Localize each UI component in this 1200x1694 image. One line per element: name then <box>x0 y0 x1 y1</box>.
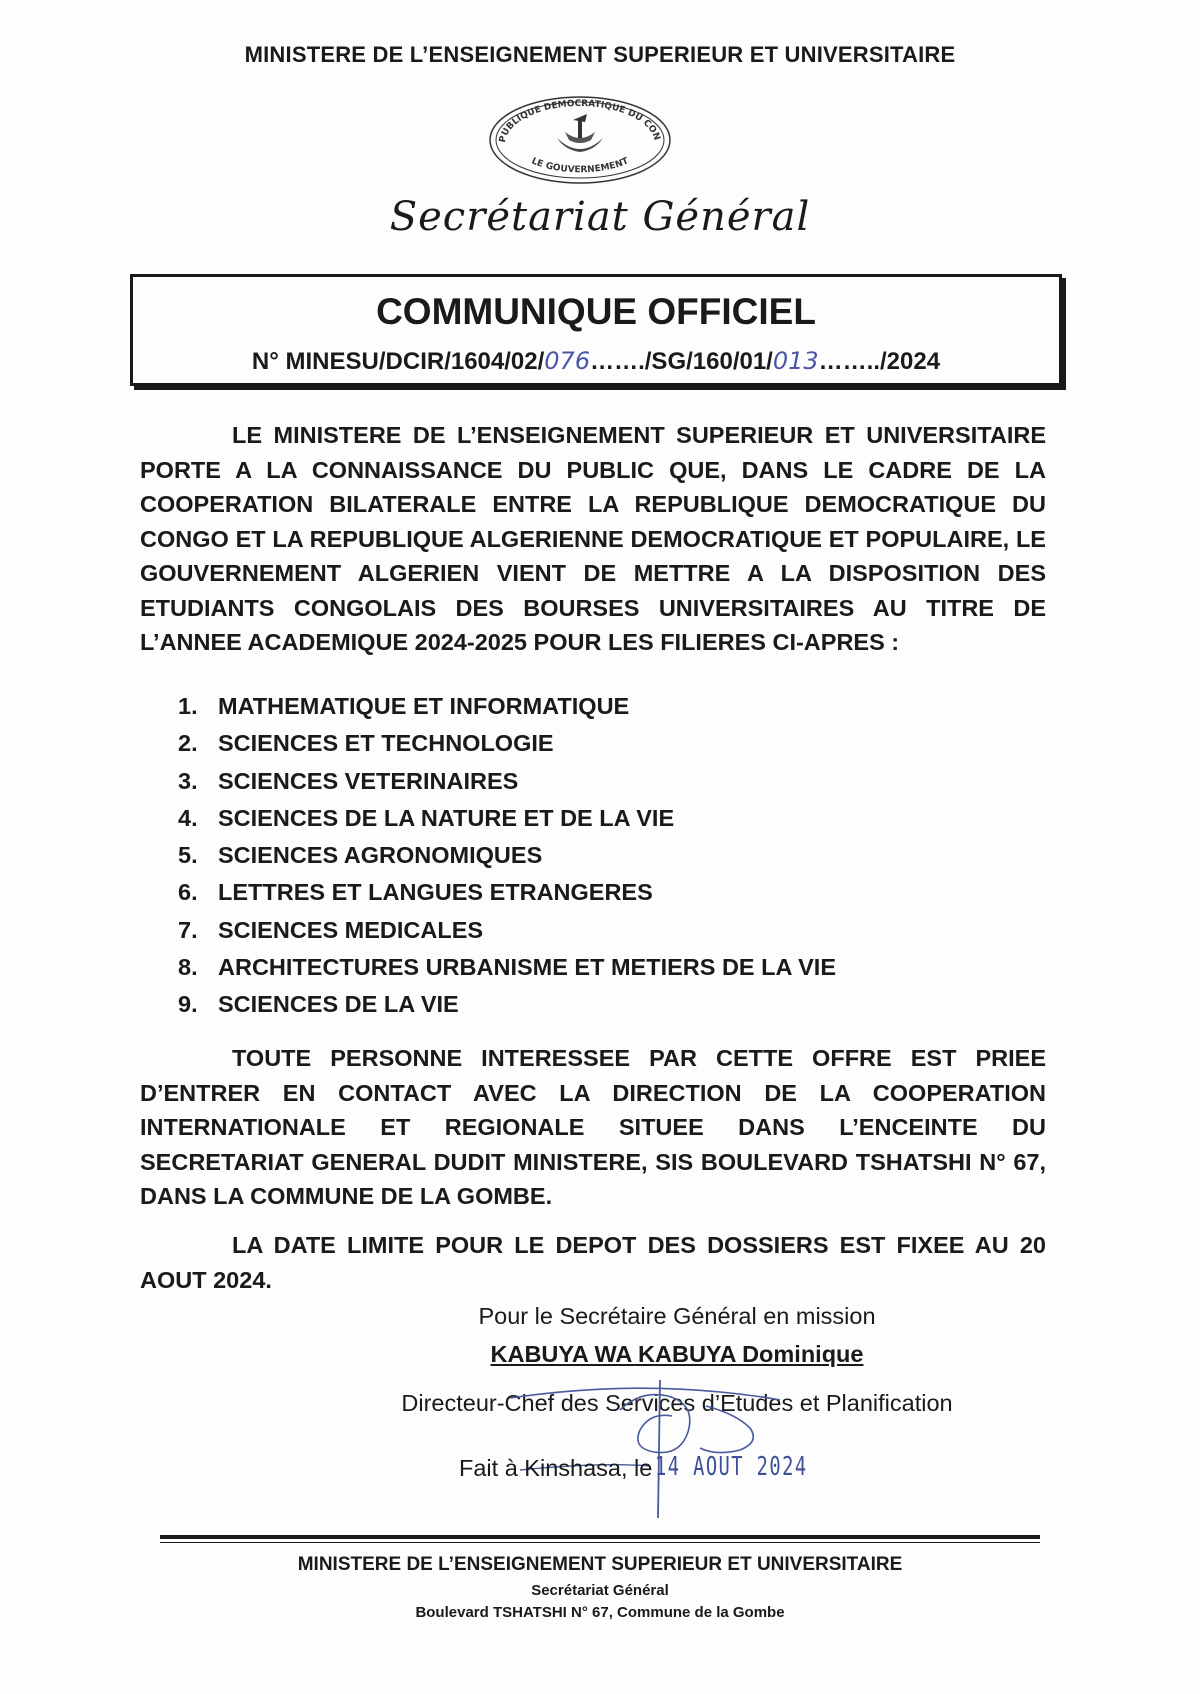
list-item-number: 8. <box>178 954 198 981</box>
list-item <box>178 912 836 949</box>
ministry-header: MINISTERE DE L’ENSEIGNEMENT SUPERIEUR ET UNIVERSITAIRE <box>244 42 956 67</box>
list-item <box>178 949 836 986</box>
list-item-label: SCIENCES VETERINAIRES <box>218 767 519 794</box>
handwritten-signature-icon <box>500 1370 870 1520</box>
handwritten-number-2: 013 <box>772 347 819 375</box>
ref-part-1: N° MINESU/DCIR/1604/02/ <box>251 348 545 375</box>
list-item-number: 7. <box>178 916 198 943</box>
list-item-number: 2. <box>178 730 198 757</box>
signature-on-behalf: Pour le Secrétaire Général en mission <box>478 1303 876 1329</box>
place-date-label: Fait à Kinshasa, le <box>459 1455 653 1481</box>
footer-ministry: MINISTERE DE L’ENSEIGNEMENT SUPERIEUR ET UNIVERSITAIRE <box>297 1554 903 1575</box>
list-item <box>178 763 836 800</box>
list-item-number: 1. <box>178 693 198 719</box>
list-item-label: SCIENCES DE LA VIE <box>218 991 459 1018</box>
list-item-number: 3. <box>178 767 198 794</box>
list-item-label: SCIENCES MEDICALES <box>218 916 484 943</box>
intro-paragraph: LE MINISTERE DE L’ENSEIGNEMENT SUPERIEUR ET UNIVERSITAIRE PORTE A LA CONNAISSANCE DU PUBLIC QUE, DANS LE CADRE DE LA COOPERATION BILATERALE ENTRE LA REPUBLIQUE DEMOCRATIQUE DU CONGO ET LA REPUBLIQUE ALGERIENNE DEMOCRATIQUE ET POPULAIRE, LE GOUVERNEMENT ALGERIEN VIENT DE METTRE A LA DISPOSITION DES ETUDIANTS CONGOLAIS DES BOURSES UNIVERSITAIRES AU TITRE DE L’ANNEE ACADEMIQUE 2024-2025 POUR LES FILIERES CI-APRES : <box>140 422 1046 655</box>
ref-dots-2: …….. <box>818 348 881 375</box>
list-item-number: 4. <box>178 804 198 831</box>
footer-secretariat: Secrétariat Général <box>531 1582 669 1599</box>
list-item <box>178 874 836 911</box>
list-item-label: LETTRES ET LANGUES ETRANGERES <box>218 879 653 906</box>
list-item-label: ARCHITECTURES URBANISME ET METIERS DE LA VIE <box>218 954 836 981</box>
svg-text:REPUBLIQUE DEMOCRATIQUE DU CON <box>487 94 662 144</box>
svg-text:LE GOUVERNEMENT <box>530 156 631 175</box>
list-item <box>178 688 836 725</box>
list-item-number: 9. <box>178 991 198 1018</box>
list-item-label: SCIENCES ET TECHNOLOGIE <box>218 730 554 757</box>
ref-part-3: /2024 <box>880 348 941 375</box>
date-stamp: 14 AOUT 2024 <box>655 1452 808 1482</box>
footer-divider <box>160 1535 1040 1539</box>
footer-address: Boulevard TSHATSHI N° 67, Commune de la Gombe <box>415 1604 785 1621</box>
fields-list <box>178 688 836 1024</box>
list-item <box>178 725 836 762</box>
list-item-number: 5. <box>178 842 198 869</box>
list-item <box>178 800 836 837</box>
list-item-label: SCIENCES AGRONOMIQUES <box>218 842 543 869</box>
ref-part-2: /SG/160/01/ <box>644 348 773 375</box>
contact-paragraph: TOUTE PERSONNE INTERESSEE PAR CETTE OFFRE EST PRIEE D’ENTRER EN CONTACT AVEC LA DIRECTION DE LA COOPERATION INTERNATIONALE ET REGIONALE SITUEE DANS L’ENCEINTE DU SECRETARIAT GENERAL DUDIT MINISTERE, SIS BOULEVARD TSHATSHI N° 67, DANS LA COMMUNE DE LA GOMBE. <box>140 1045 1046 1209</box>
reference-number <box>133 347 1059 376</box>
list-item <box>178 837 836 874</box>
deadline-paragraph: LA DATE LIMITE POUR LE DEPOT DES DOSSIERS EST FIXEE AU 20 AOUT 2024. <box>140 1232 1046 1293</box>
seal-emblem-icon <box>487 94 673 186</box>
list-item-label: SCIENCES DE LA NATURE ET DE LA VIE <box>218 804 675 831</box>
government-seal <box>487 94 673 186</box>
signatory-title: Directeur-Chef des Services d’Etudes et Planification <box>401 1390 953 1416</box>
communique-title-box <box>130 274 1062 386</box>
secretariat-heading: Secrétariat Général <box>389 194 811 240</box>
signatory-name: KABUYA WA KABUYA Dominique <box>490 1341 864 1367</box>
list-item <box>178 986 836 1023</box>
footer-divider-thin <box>160 1542 1040 1543</box>
list-item-number: 6. <box>178 879 198 906</box>
handwritten-number-1: 076 <box>544 347 591 375</box>
list-item-label: MATHEMATIQUE ET INFORMATIQUE <box>218 693 630 719</box>
seal-text-bottom: LE GOUVERNEMENT <box>529 156 631 176</box>
communique-title: COMMUNIQUE OFFICIEL <box>376 291 816 332</box>
ref-dots-1: ……. <box>590 348 645 375</box>
seal-text-top: PUBLIQUE DEMOCRATIQUE DU CON <box>497 98 662 144</box>
